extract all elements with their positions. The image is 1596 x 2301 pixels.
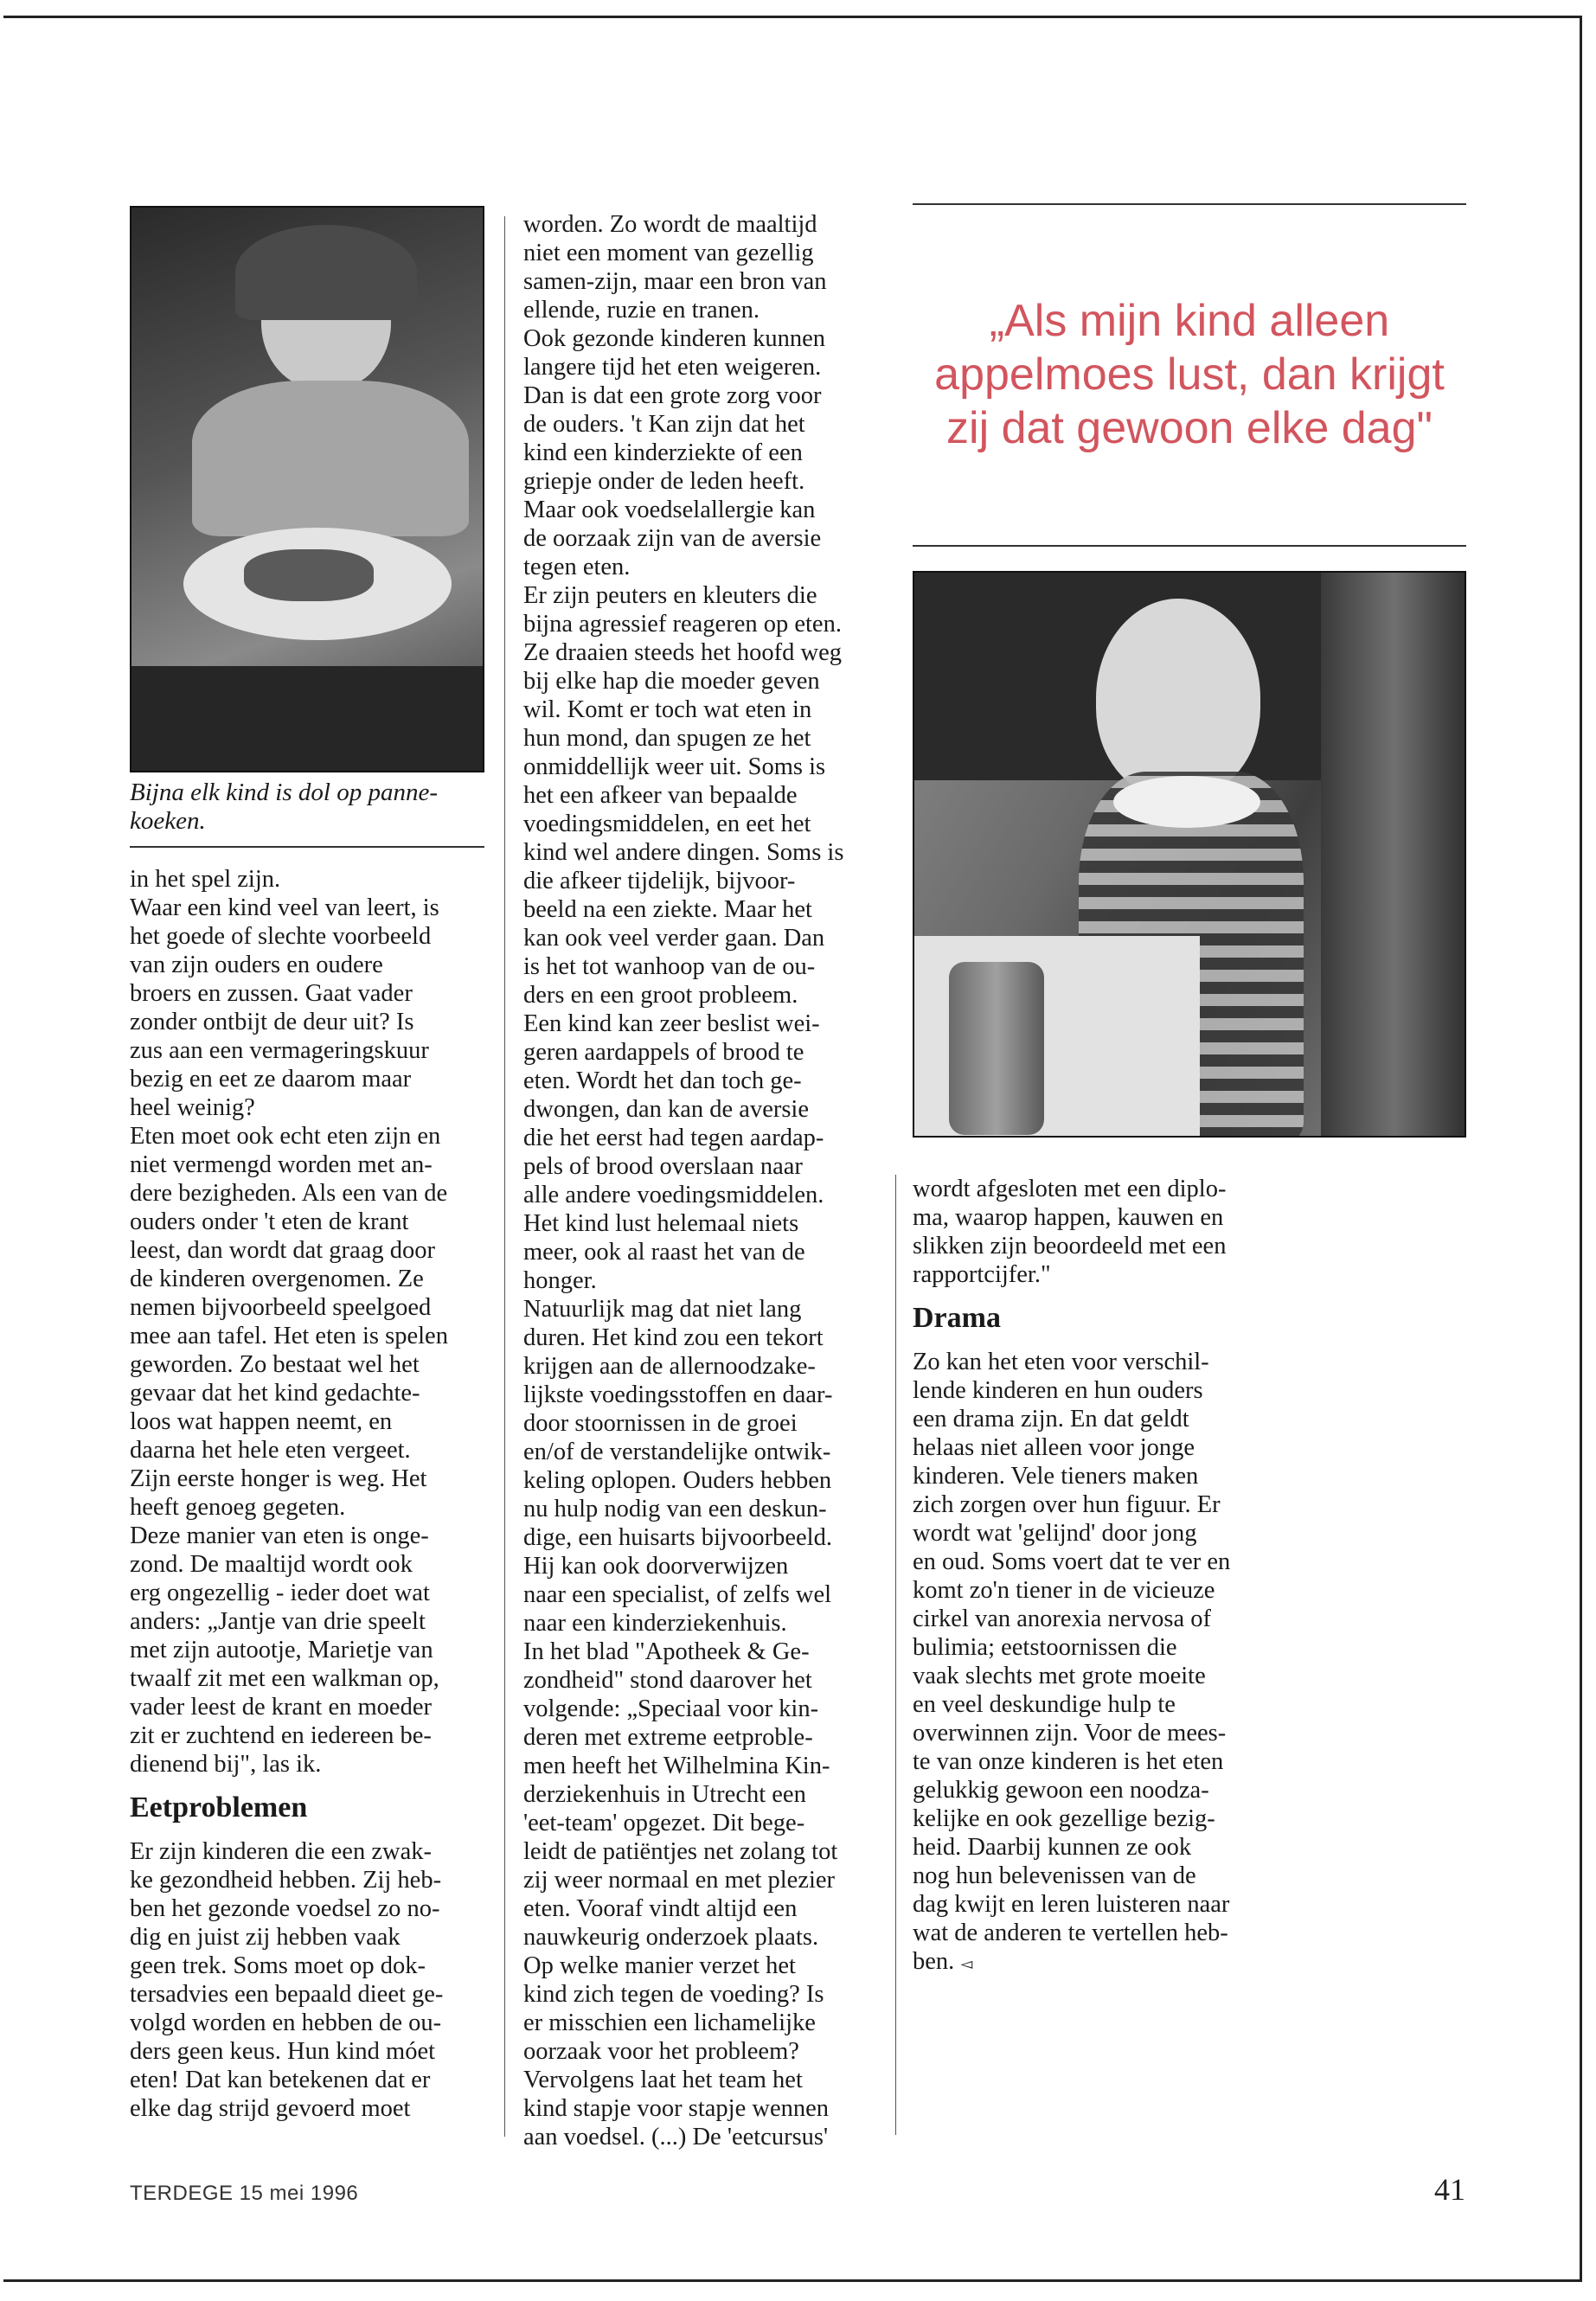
text-line: het goede of slechte voorbeeld — [130, 923, 432, 950]
text-line: komt zo'n tiener in de vicieuze — [913, 1577, 1215, 1604]
text-line: honger. — [523, 1267, 597, 1294]
quote-rule-bottom — [913, 545, 1466, 547]
text-line: Natuurlijk mag dat niet lang — [523, 1296, 802, 1323]
text-line: cirkel van anorexia nervosa of — [913, 1606, 1212, 1632]
text-line: Maar ook voedselallergie kan — [523, 497, 816, 523]
text-line: kelijke en ook gezellige bezig- — [913, 1805, 1215, 1832]
text-line: Hij kan ook doorverwijzen — [523, 1553, 789, 1580]
text-line: anders: „Jantje van drie speelt — [130, 1608, 426, 1635]
column-divider — [895, 1175, 896, 2135]
text-line: nog hun belevenissen van de — [913, 1862, 1196, 1889]
text-line: naar een specialist, of zelfs wel — [523, 1581, 832, 1608]
text-line: krijgen aan de allernoodzake- — [523, 1353, 816, 1380]
text-line: die het eerst had tegen aardap- — [523, 1125, 824, 1151]
photo-toddler-plaid-dress — [913, 571, 1466, 1138]
text-line: eten! Dat kan betekenen dat er — [130, 2067, 431, 2093]
text-line: ben het gezonde voedsel zo no- — [130, 1895, 440, 1922]
text-line: geen trek. Soms moet op dok- — [130, 1952, 426, 1979]
text-line: en/of de verstandelijke ontwik- — [523, 1439, 831, 1465]
text-line: griepje onder de leden heeft. — [523, 468, 805, 495]
text-line: gelukkig gewoon een noodza- — [913, 1777, 1209, 1804]
photo-caption — [130, 779, 484, 836]
text-line: loos wat happen neemt, en — [130, 1408, 393, 1435]
photo-girl-eating-pancake — [130, 206, 484, 772]
column-2 — [523, 210, 878, 2151]
end-mark-icon: ◅ — [960, 1955, 973, 1973]
text-line: twaalf zit met een walkman op, — [130, 1665, 439, 1692]
text-line: heid. Daarbij kunnen ze ook — [913, 1834, 1192, 1861]
text-line: onmiddellijk weer uit. Soms is — [523, 753, 826, 780]
text-line: Ook gezonde kinderen kunnen — [523, 325, 826, 352]
text-line: zus aan een vermageringskuur — [130, 1037, 429, 1064]
quote-rule-top — [913, 203, 1466, 205]
text-line: volgende: „Speciaal voor kin- — [523, 1695, 819, 1722]
text-line: Zo kan het eten voor verschil- — [913, 1349, 1209, 1375]
text-line: de ouders. 't Kan zijn dat het — [523, 411, 805, 438]
text-line: hun mond, dan spugen ze het — [523, 725, 811, 752]
section-heading-eetproblemen: Eetproblemen — [130, 1791, 308, 1823]
caption-line: koeken. — [130, 807, 206, 835]
text-line: helaas niet alleen voor jonge — [913, 1434, 1195, 1461]
text-line: de oorzaak zijn van de aversie — [523, 525, 822, 552]
text-line: is het tot wanhoop van de ou- — [523, 953, 816, 980]
text-line: daarna het hele eten vergeet. — [130, 1437, 411, 1464]
text-line: zonder ontbijt de deur uit? Is — [130, 1009, 414, 1035]
text-line: kinderen. Vele tieners maken — [913, 1463, 1199, 1490]
text-line: wat de anderen te vertellen heb- — [913, 1920, 1228, 1946]
text-line: bulimia; eetstoornissen die — [913, 1634, 1177, 1661]
text-line: rapportcijfer." — [913, 1261, 1051, 1288]
text-line: de kinderen overgenomen. Ze — [130, 1266, 424, 1292]
text-line: niet vermengd worden met an- — [130, 1151, 433, 1178]
text-line: dere bezigheden. Als een van de — [130, 1180, 448, 1207]
text-line: Waar een kind veel van leert, is — [130, 894, 439, 921]
text-line: en oud. Soms voert dat te ver en — [913, 1548, 1231, 1575]
text-line: die afkeer tijdelijk, bijvoor- — [523, 868, 796, 894]
caption-line: Bijna elk kind is dol op panne- — [130, 779, 438, 806]
text-line: oorzaak voor het probleem? — [523, 2038, 799, 2065]
section-heading-drama: Drama — [913, 1302, 1001, 1334]
text-line: pels of brood overslaan naar — [523, 1153, 803, 1180]
text-line: bijna agressief reageren op eten. — [523, 611, 842, 638]
text-line: dige, een huisarts bijvoorbeeld. — [523, 1524, 832, 1551]
quote-line: appelmoes lust, dan krijgt — [934, 349, 1445, 400]
text-line: zondheid" stond daarover het — [523, 1667, 812, 1694]
text-line: in het spel zijn. — [130, 866, 281, 893]
text-line: bezig en eet ze daarom maar — [130, 1066, 412, 1093]
text-line: elke dag strijd gevoerd moet — [130, 2095, 411, 2122]
text-line: leidt de patiëntjes net zolang tot — [523, 1838, 838, 1865]
footer-publication: TERDEGE 15 mei 1996 — [130, 2182, 359, 2205]
text-line: gevaar dat het kind gedachte- — [130, 1380, 420, 1407]
text-line: van zijn ouders en oudere — [130, 952, 383, 978]
text-line: aan voedsel. (...) De 'eetcursus' — [523, 2124, 829, 2150]
text-line: ellende, ruzie en tranen. — [523, 297, 760, 324]
text-line: leest, dan wordt dat graag door — [130, 1237, 435, 1264]
text-line: ouders onder 't eten de krant — [130, 1208, 409, 1235]
text-line: wil. Komt er toch wat eten in — [523, 696, 812, 723]
text-line: samen-zijn, maar een bron van — [523, 268, 827, 295]
text-line: Dan is dat een grote zorg voor — [523, 382, 822, 409]
text-line: erg ongezellig - ieder doet wat — [130, 1580, 430, 1606]
text-line: Ze draaien steeds het hoofd weg — [523, 639, 842, 666]
column-3 — [913, 1175, 1276, 1978]
text-line: niet een moment van gezellig — [523, 240, 814, 266]
text-line: Het kind lust helemaal niets — [523, 1210, 799, 1237]
text-line: In het blad "Apotheek & Ge- — [523, 1638, 810, 1665]
text-line: slikken zijn beoordeeld met een — [913, 1233, 1227, 1259]
text-line: nauwkeurig onderzoek plaats. — [523, 1924, 819, 1951]
text-line: kan ook veel verder gaan. Dan — [523, 925, 825, 952]
text-line: met zijn autootje, Marietje van — [130, 1637, 433, 1663]
caption-rule — [130, 846, 484, 848]
text-line: wordt afgesloten met een diplo- — [913, 1176, 1227, 1202]
quote-line: „Als mijn kind alleen — [989, 296, 1390, 346]
text-line: duren. Het kind zou een tekort — [523, 1324, 824, 1351]
text-line: lijkste voedingsstoffen en daar- — [523, 1381, 833, 1408]
pull-quote — [913, 294, 1466, 455]
text-line: Op welke manier verzet het — [523, 1952, 796, 1979]
text-line: zij weer normaal en met plezier — [523, 1867, 836, 1894]
text-line: beeld na een ziekte. Maar het — [523, 896, 812, 923]
text-line: eten. Vooraf vindt altijd een — [523, 1895, 798, 1922]
text-line: bij elke hap die moeder geven — [523, 668, 820, 695]
text-line: een drama zijn. En dat geldt — [913, 1406, 1189, 1433]
column-1 — [130, 865, 476, 2123]
text-line: vader leest de krant en moeder — [130, 1694, 432, 1721]
text-line-last — [913, 1947, 1276, 1978]
text-line: keling oplopen. Ouders hebben — [523, 1467, 832, 1494]
text-line: nu hulp nodig van een deskun- — [523, 1496, 827, 1522]
text-line: ma, waarop happen, kauwen en — [913, 1204, 1224, 1231]
text-line: nemen bijvoorbeeld speelgoed — [130, 1294, 432, 1321]
text-line: naar een kinderziekenhuis. — [523, 1610, 787, 1637]
text-line: Vervolgens laat het team het — [523, 2067, 803, 2093]
text-line: kind wel andere dingen. Soms is — [523, 839, 844, 866]
text-line: overwinnen zijn. Voor de mees- — [913, 1720, 1227, 1747]
text-line: tegen eten. — [523, 554, 631, 580]
text-line: men heeft het Wilhelmina Kin- — [523, 1753, 830, 1779]
text-line: te van onze kinderen is het eten — [913, 1748, 1224, 1775]
text-line: tersadvies een bepaald dieet ge- — [130, 1981, 444, 2008]
text-line: heel weinig? — [130, 1094, 255, 1121]
text-line: worden. Zo wordt de maaltijd — [523, 211, 817, 238]
text-line: er misschien een lichamelijke — [523, 2009, 816, 2036]
text-line: dag kwijt en leren luisteren naar — [913, 1891, 1230, 1918]
text-line: broers en zussen. Gaat vader — [130, 980, 413, 1007]
text-line: langere tijd het eten weigeren. — [523, 354, 822, 381]
column-divider — [504, 216, 505, 2137]
page-number: 41 — [1434, 2172, 1465, 2207]
text-line: Zijn eerste honger is weg. Het — [130, 1465, 427, 1492]
text-line: geworden. Zo bestaat wel het — [130, 1351, 420, 1378]
text-line: meer, ook al raast het van de — [523, 1239, 805, 1266]
text-line: ders en een groot probleem. — [523, 982, 798, 1009]
text-line: door stoornissen in de groei — [523, 1410, 798, 1437]
text-line: Deze manier van eten is onge- — [130, 1522, 429, 1549]
text-line: lende kinderen en hun ouders — [913, 1377, 1203, 1404]
last-word: ben. — [913, 1948, 955, 1975]
text-line: Er zijn peuters en kleuters die — [523, 582, 817, 609]
text-line: ders geen keus. Hun kind móet — [130, 2038, 436, 2065]
text-line: alle andere voedingsmiddelen. — [523, 1182, 824, 1208]
text-line: zit er zuchtend en iedereen be- — [130, 1722, 432, 1749]
text-line: en veel deskundige hulp te — [913, 1691, 1176, 1718]
text-line: Er zijn kinderen die een zwak- — [130, 1838, 432, 1865]
text-line: heeft genoeg gegeten. — [130, 1494, 346, 1521]
text-line: kind een kinderziekte of een — [523, 439, 803, 466]
text-line: eten. Wordt het dan toch ge- — [523, 1067, 802, 1094]
text-line: vaak slechts met grote moeite — [913, 1663, 1206, 1689]
text-line: geren aardappels of brood te — [523, 1039, 804, 1066]
quote-line: zij dat gewoon elke dag" — [946, 403, 1433, 453]
text-line: dig en juist zij hebben vaak — [130, 1924, 401, 1951]
text-line: volgd worden en hebben de ou- — [130, 2009, 442, 2036]
text-line: ke gezondheid hebben. Zij heb- — [130, 1867, 442, 1894]
text-line: voedingsmiddelen, en eet het — [523, 811, 811, 837]
text-line: kind zich tegen de voeding? Is — [523, 1981, 824, 2008]
text-line: dienend bij", las ik. — [130, 1751, 322, 1778]
text-line: wordt wat 'gelijnd' door jong — [913, 1520, 1197, 1547]
text-line: Eten moet ook echt eten zijn en — [130, 1123, 441, 1150]
text-line: kind stapje voor stapje wennen — [523, 2095, 829, 2122]
text-line: het een afkeer van bepaalde — [523, 782, 798, 809]
text-line: zich zorgen over hun figuur. Er — [913, 1491, 1221, 1518]
text-line: Een kind kan zeer beslist wei- — [523, 1010, 820, 1037]
text-line: mee aan tafel. Het eten is spelen — [130, 1323, 448, 1349]
text-line: dwongen, dan kan de aversie — [523, 1096, 810, 1123]
text-line: 'eet-team' opgezet. Dit bege- — [523, 1810, 805, 1836]
text-line: derziekenhuis in Utrecht een — [523, 1781, 806, 1808]
text-line: zond. De maaltijd wordt ook — [130, 1551, 413, 1578]
text-line: deren met extreme eetproble- — [523, 1724, 813, 1751]
